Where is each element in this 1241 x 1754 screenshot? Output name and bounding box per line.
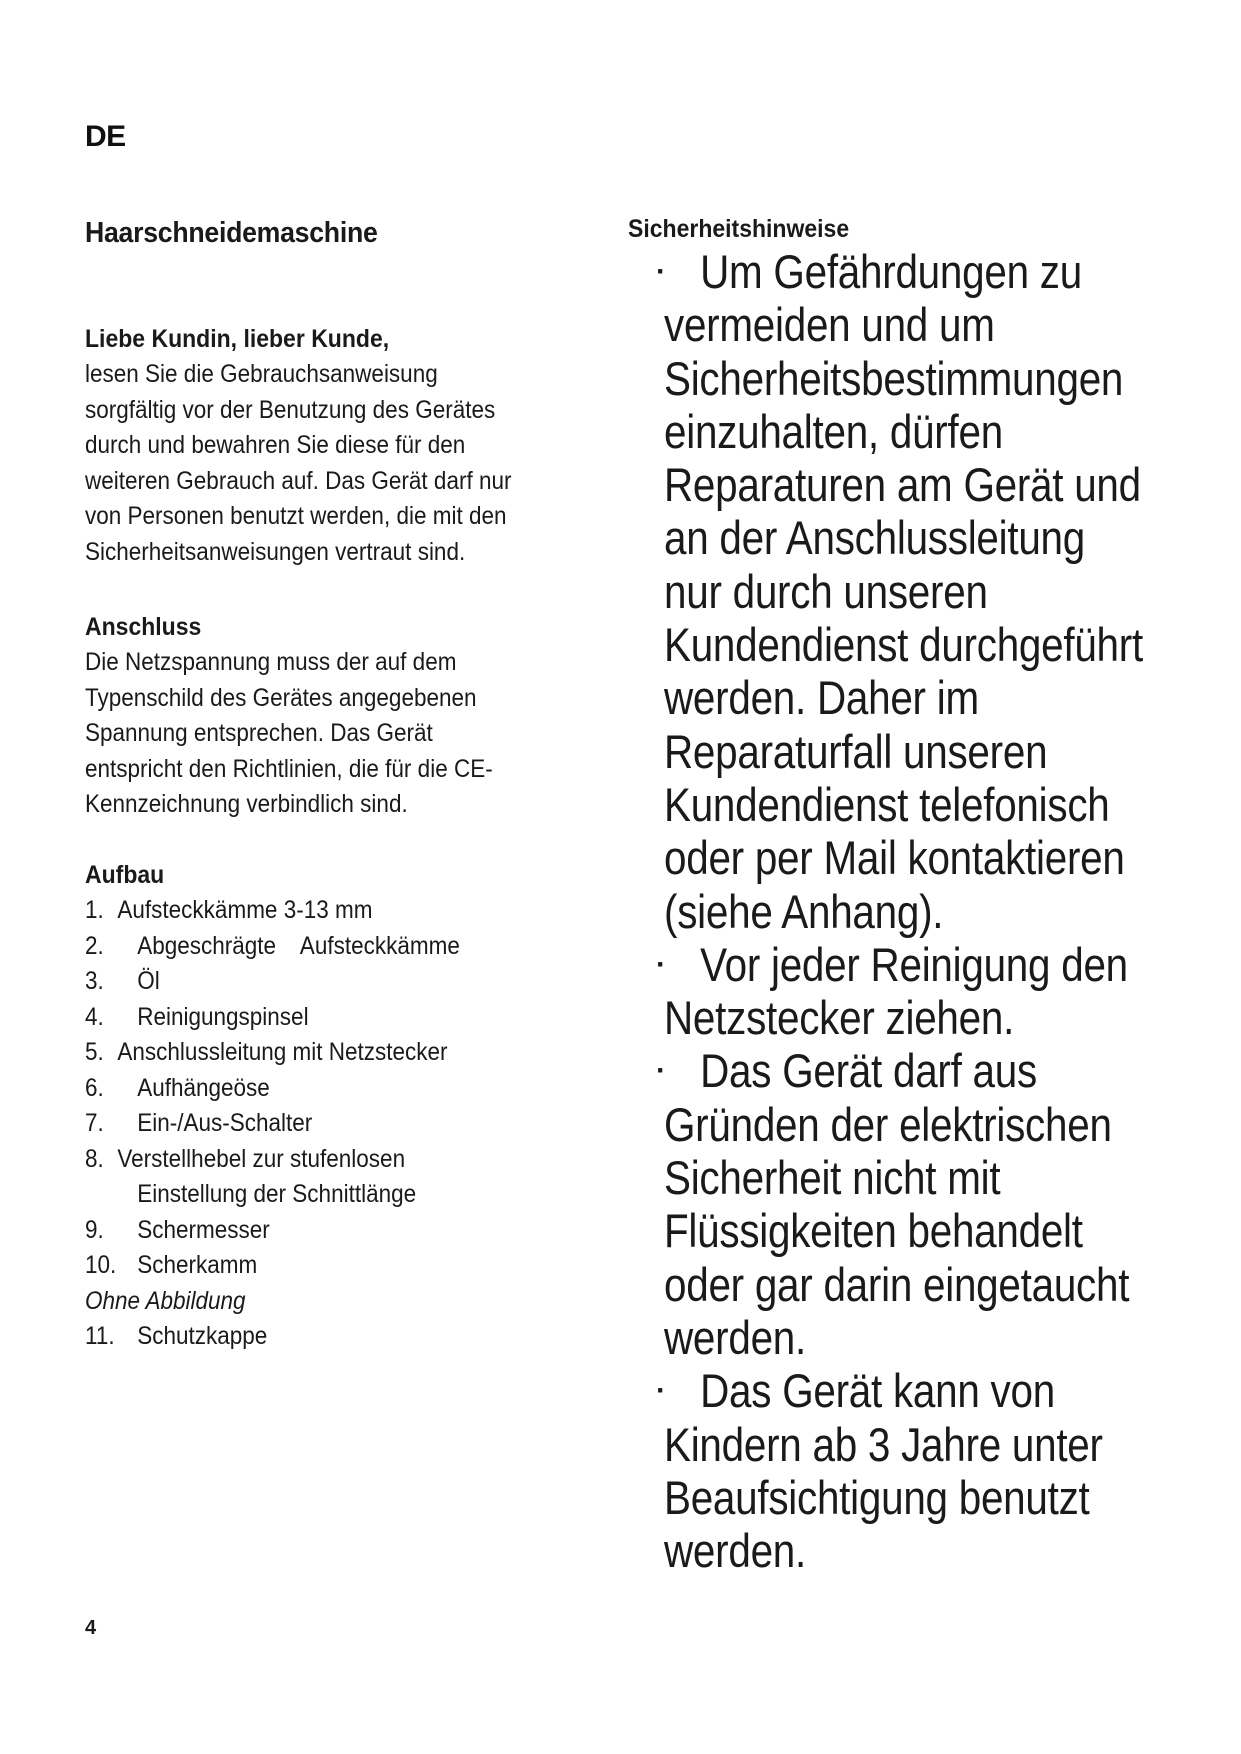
list-item (85, 1213, 571, 1249)
safety-line: Flüssigkeiten behandelt (664, 1204, 1083, 1258)
safety-line: Das Gerät kann von (700, 1364, 1055, 1418)
bullet-icon: · (656, 1054, 666, 1088)
safety-line: Reparaturfall unseren (664, 724, 1048, 778)
not-shown-label: Ohne Abbildung (85, 1286, 246, 1315)
safety-line: Um Gefährdungen zu (700, 245, 1082, 298)
list-item (85, 964, 571, 1000)
safety-list (628, 245, 1188, 1577)
safety-line: Sicherheitsbestimmungen (664, 351, 1124, 405)
list-item-text: Schermesser (137, 1215, 270, 1244)
list-item-text: Einstellung der Schnittlänge (137, 1180, 417, 1208)
safety-line: Kundendienst durchgeführt (664, 618, 1143, 672)
list-item-text: Anschlussleitung mit Netzstecker (117, 1038, 448, 1066)
connection-line: Typenschild des Gerätes angegebenen (85, 683, 477, 712)
list-item (85, 1071, 571, 1107)
connection-line: Kennzeichnung verbindlich sind. (85, 790, 408, 818)
intro-line: weiteren Gebrauch auf. Das Gerät darf nur (85, 466, 512, 495)
connection-section (85, 610, 625, 823)
safety-line: werden. (664, 1310, 806, 1364)
safety-line: an der Anschlussleitung (664, 511, 1086, 565)
list-item (85, 1142, 571, 1178)
list-item-text: Abgeschrägte Aufsteckkämme (137, 931, 460, 960)
intro-body (85, 357, 625, 570)
list-item-number: 5. (85, 1038, 104, 1066)
safety-line: werden. Daher im (664, 671, 979, 725)
list-item-number: 1. (85, 896, 104, 924)
safety-item (628, 938, 1188, 1045)
connection-body (85, 645, 625, 823)
list-item-number: 8. (85, 1144, 104, 1173)
list-item-text: Öl (137, 967, 160, 995)
connection-heading: Anschluss (85, 613, 202, 641)
connection-line: entspricht den Richtlinien, die für die CE- (85, 754, 493, 783)
document-title: Haarschneidemaschine (85, 217, 378, 249)
intro-line: durch und bewahren Sie diese für den (85, 431, 466, 459)
safety-line: einzuhalten, dürfen (664, 404, 1003, 458)
list-item (85, 1106, 571, 1142)
safety-line: vermeiden und um (664, 298, 995, 352)
intro-line: Sicherheitsanweisungen vertraut sind. (85, 537, 466, 566)
intro-line: sorgfältig vor der Benutzung des Gerätes (85, 395, 496, 424)
list-item (85, 1248, 571, 1284)
safety-line: nur durch unseren (664, 564, 988, 618)
list-item-number: 10. (85, 1251, 117, 1279)
language-label: DE (85, 120, 126, 153)
safety-line: Kundendienst telefonisch (664, 777, 1110, 831)
left-column (85, 215, 605, 1350)
safety-item (628, 1364, 1188, 1577)
list-item-number: 6. (85, 1073, 104, 1102)
list-item-text: Aufhängeöse (137, 1073, 270, 1102)
safety-line: Reparaturen am Gerät und (664, 458, 1141, 512)
list-item (85, 1000, 571, 1036)
list-item-number: 4. (85, 1002, 104, 1031)
safety-line: Kindern ab 3 Jahre unter (664, 1417, 1103, 1471)
connection-line: Spannung entsprechen. Das Gerät (85, 719, 433, 747)
list-item-text: Verstellhebel zur stufenlosen (117, 1144, 406, 1173)
list-item-number: 7. (85, 1109, 104, 1137)
list-item-text: Reinigungspinsel (137, 1002, 309, 1031)
safety-line: oder gar darin eingetaucht (664, 1257, 1130, 1311)
intro-heading: Liebe Kundin, lieber Kunde, (85, 325, 390, 353)
connection-line: Die Netzspannung muss der auf dem (85, 648, 457, 676)
list-item (85, 929, 571, 965)
safety-item (628, 245, 1188, 938)
list-item-text: Ein-/Aus-Schalter (137, 1109, 313, 1137)
bullet-icon: · (656, 255, 666, 288)
intro-line: von Personen benutzt werden, die mit den (85, 502, 507, 530)
safety-heading: Sicherheitshinweise (628, 215, 850, 243)
safety-line: Vor jeder Reinigung den (700, 937, 1128, 991)
safety-line: (siehe Anhang). (664, 884, 944, 938)
safety-line: Beaufsichtigung benutzt (664, 1470, 1090, 1524)
list-item (85, 893, 571, 929)
bullet-icon: · (656, 947, 666, 981)
safety-line: werden. (664, 1524, 806, 1578)
assembly-heading: Aufbau (85, 861, 165, 889)
page-number: 4 (85, 1617, 97, 1639)
safety-line: Das Gerät darf aus (700, 1044, 1037, 1098)
list-item (85, 1035, 571, 1071)
safety-line: Gründen der elektrischen (664, 1097, 1112, 1151)
list-item-text: Aufsteckkämme 3-13 mm (117, 896, 373, 924)
assembly-section (85, 858, 625, 1355)
parts-list (85, 893, 625, 1355)
list-item-text: Schutzkappe (137, 1322, 268, 1350)
intro-section (85, 322, 625, 570)
list-item-number: 3. (85, 967, 104, 995)
bullet-icon: · (656, 1374, 666, 1408)
list-item-number: 2. (85, 931, 104, 960)
right-column (628, 213, 1188, 1577)
list-item-number: 9. (85, 1215, 104, 1244)
list-item-text: Scherkamm (137, 1251, 258, 1279)
list-item-continuation (85, 1177, 571, 1213)
intro-line: lesen Sie die Gebrauchsanweisung (85, 360, 438, 388)
safety-item (628, 1044, 1188, 1364)
safety-line: Sicherheit nicht mit (664, 1151, 1001, 1205)
safety-line: Netzstecker ziehen. (664, 991, 1015, 1045)
safety-line: oder per Mail kontaktieren (664, 831, 1125, 885)
list-item-number: 11. (85, 1322, 115, 1350)
list-item (85, 1319, 571, 1355)
